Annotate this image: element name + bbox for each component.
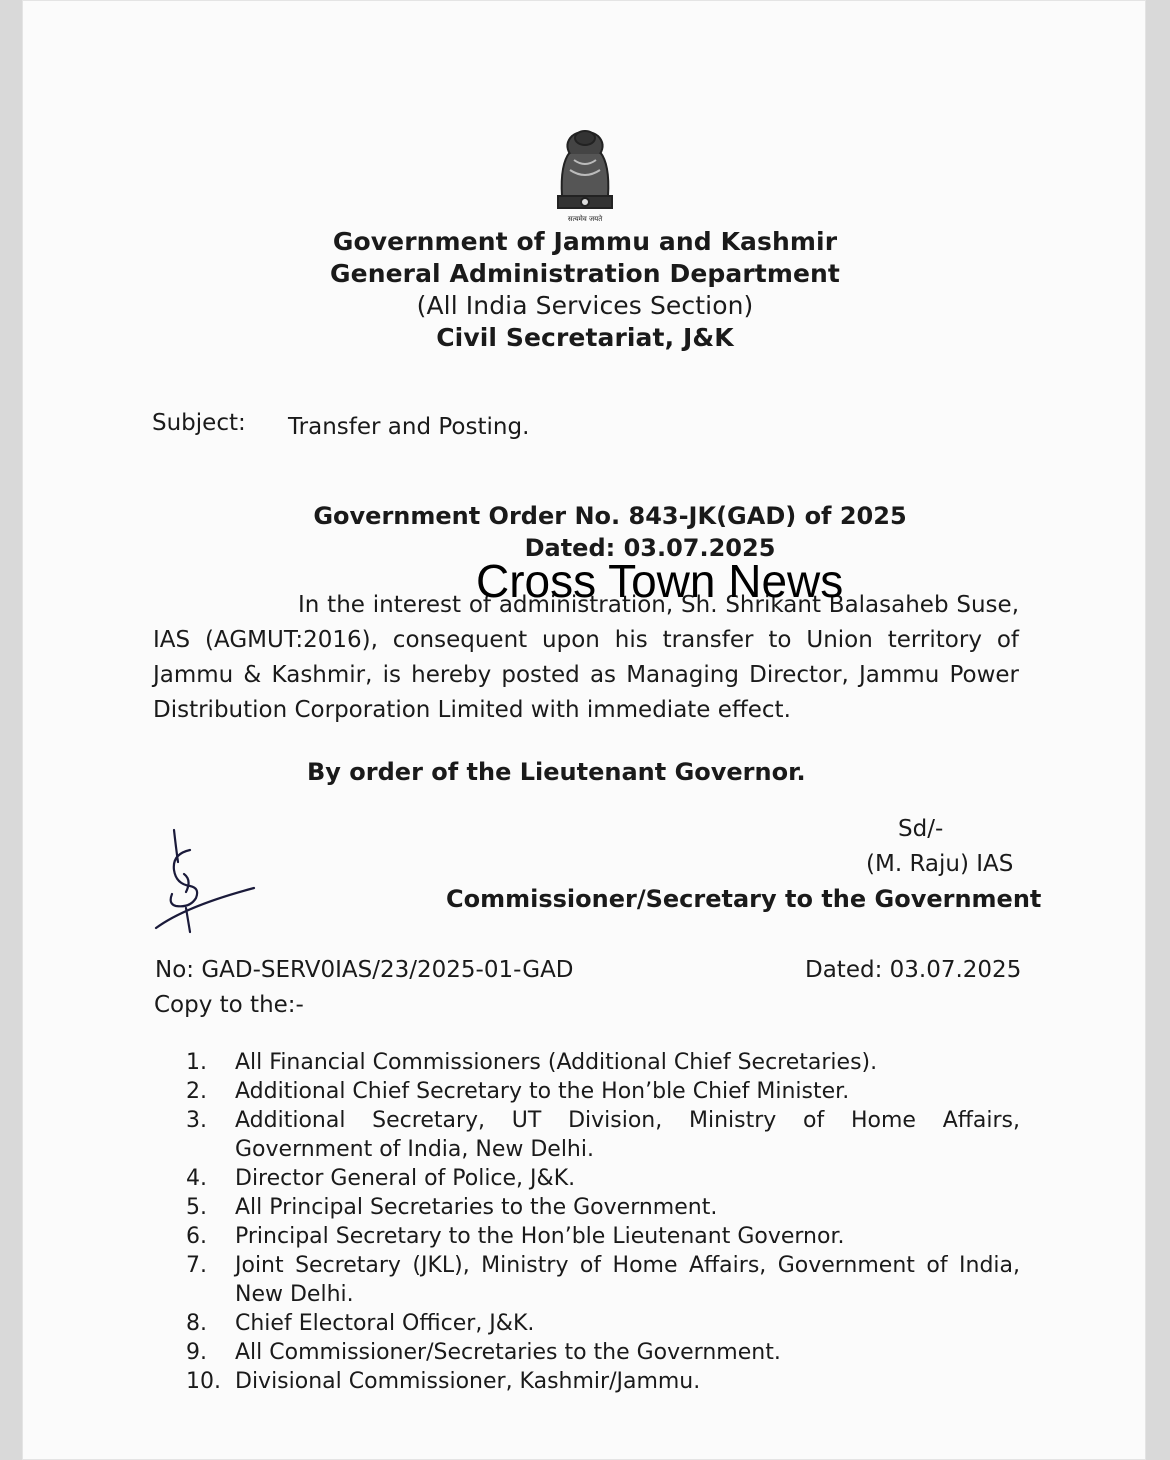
list-item <box>186 1048 1020 1077</box>
header-department: General Administration Department <box>330 259 840 288</box>
subject-label: Subject: <box>152 410 246 436</box>
list-item <box>186 1193 1020 1222</box>
list-item-text: Additional Secretary, UT Division, Ministry of Home Affairs, Government of India, New Delhi. <box>235 1108 1020 1162</box>
list-item <box>186 1164 1020 1193</box>
list-item-text: All Financial Commissioners (Additional Chief Secretaries). <box>235 1050 878 1075</box>
list-item-number: 3. <box>186 1108 207 1133</box>
list-item-number: 6. <box>186 1224 207 1249</box>
list-item <box>186 1309 1020 1338</box>
reference-date: Dated: 03.07.2025 <box>805 957 1022 983</box>
signatory-designation: Commissioner/Secretary to the Government <box>446 885 1042 913</box>
list-item <box>186 1077 1020 1106</box>
list-item-number: 9. <box>186 1340 207 1365</box>
copy-to-heading: Copy to the:- <box>154 992 304 1018</box>
list-item-text: Joint Secretary (JKL), Ministry of Home Affairs, Government of India, New Delhi. <box>235 1253 1020 1307</box>
list-item-text: All Commissioner/Secretaries to the Government. <box>235 1340 781 1365</box>
list-item <box>186 1338 1020 1367</box>
sd-mark: Sd/- <box>898 816 944 842</box>
reference-number: No: GAD-SERV0IAS/23/2025-01-GAD <box>155 957 574 983</box>
header-section: (All India Services Section) <box>416 291 754 320</box>
list-item-text: Additional Chief Secretary to the Hon’ble Chief Minister. <box>235 1079 850 1104</box>
list-item <box>186 1367 1020 1396</box>
list-item-text: Divisional Commissioner, Kashmir/Jammu. <box>235 1369 701 1394</box>
list-item-number: 10. <box>186 1369 221 1394</box>
list-item-text: Chief Electoral Officer, J&K. <box>235 1311 535 1336</box>
handwritten-signature-icon <box>146 828 258 936</box>
list-item-text: Director General of Police, J&K. <box>235 1166 576 1191</box>
watermark-text: Cross Town News <box>476 555 844 607</box>
list-item-number: 8. <box>186 1311 207 1336</box>
list-item-number: 2. <box>186 1079 207 1104</box>
list-item-text: All Principal Secretaries to the Government. <box>235 1195 718 1220</box>
by-order-line: By order of the Lieutenant Governor. <box>307 758 806 786</box>
list-item-number: 4. <box>186 1166 207 1191</box>
letterhead <box>0 226 1170 354</box>
list-item-number: 7. <box>186 1253 207 1278</box>
signatory-name: (M. Raju) IAS <box>866 851 1014 877</box>
list-item-text: Principal Secretary to the Hon’ble Lieutenant Governor. <box>235 1224 845 1249</box>
header-government: Government of Jammu and Kashmir <box>332 227 838 256</box>
order-date: Dated: 03.07.2025 <box>524 534 776 562</box>
order-number: Government Order No. 843-JK(GAD) of 2025 <box>313 502 907 530</box>
copy-list <box>186 1048 1020 1396</box>
list-item-number: 5. <box>186 1195 207 1220</box>
list-item <box>186 1222 1020 1251</box>
list-item <box>186 1106 1020 1164</box>
header-secretariat: Civil Secretariat, J&K <box>436 323 734 352</box>
subject-text: Transfer and Posting. <box>288 414 530 440</box>
order-body: In the interest of administration, Sh. Shrikant Balasaheb Suse, IAS (AGMUT:2016), consequent upon his transfer to Union territory of Jammu & Kashmir, is hereby posted as Managing Director, Jammu Power Distribution Corporation Limited with immediate effect. <box>153 592 1019 723</box>
state-emblem-icon <box>540 124 630 224</box>
list-item <box>186 1251 1020 1309</box>
emblem-motto: सत्यमेव जयते <box>567 215 603 223</box>
list-item-number: 1. <box>186 1050 207 1075</box>
